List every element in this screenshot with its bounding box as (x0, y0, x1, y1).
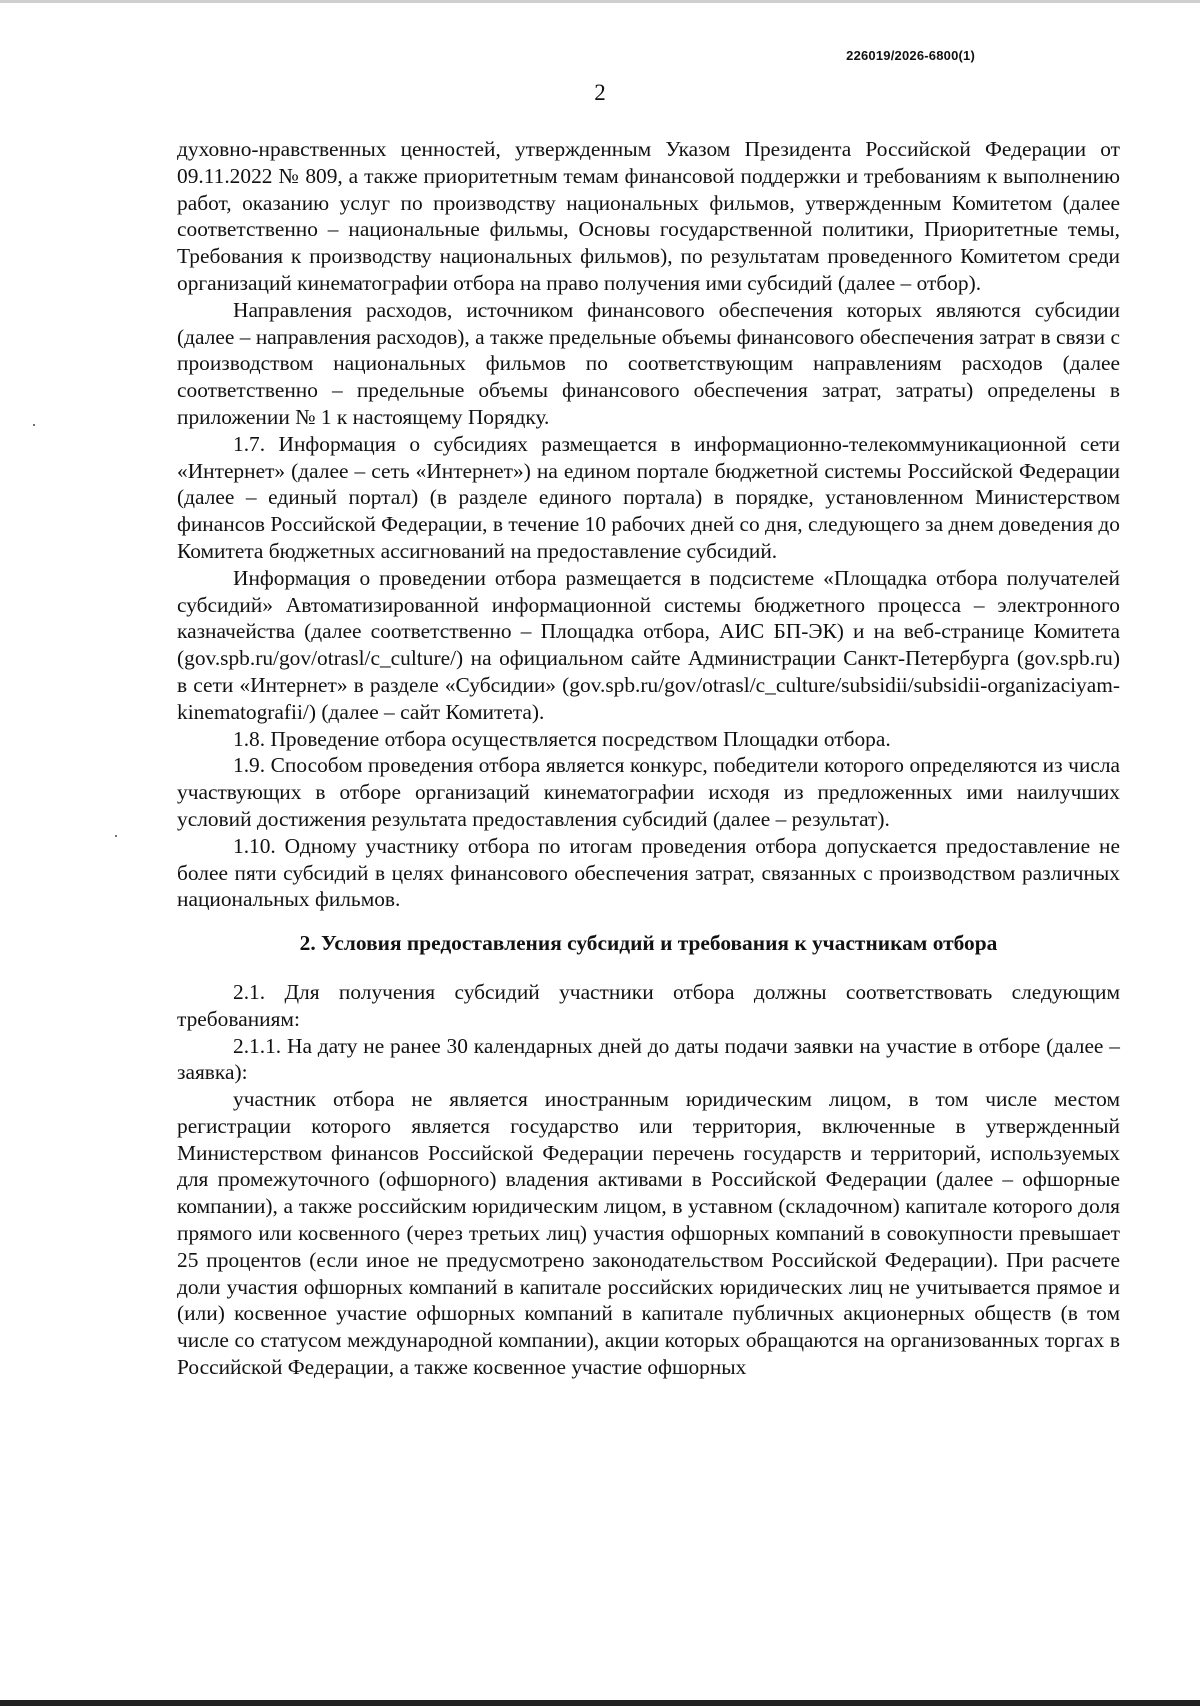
paragraph-1-9: 1.9. Способом проведения отбора является конкурс, победители которого определяются из числа участвующих в отборе организаций кинематографии исходя из предложенных ими наилучших условий достижения результата предоставления субсидий (далее – результат). (177, 753, 1120, 831)
paragraph-2-1: 2.1. Для получения субсидий участники отбора должны соответствовать следующим требованиям: (177, 979, 1120, 1031)
scan-speck (115, 835, 117, 837)
paragraph-offshore-requirement: участник отбора не является иностранным юридическим лицом, в том числе местом регистрации которого является государство или территория, включенные в утвержденный Министерством финансов Российской Федерации перечень государств и территорий, используемых для промежуточного (офшорного) владения активами в Российской Федерации (далее – офшорные компании), а также российским юридическим лицом, в уставном (складочном) капитале которого доля прямого или косвенного (через третьих лиц) участия офшорных компаний в совокупности превышает 25 процентов (если иное не предусмотрено законодательством Российской Федерации). При расчете доли участия офшорных компаний в капитале российских юридических лиц не учитывается прямое и (или) косвенное участие офшорных компаний в капитале публичных акционерных обществ (в том числе со статусом международной компании), акции которых обращаются на организованных торгах в Российской Федерации, а также косвенное участие офшорных (177, 1087, 1120, 1380)
scan-top-edge (0, 0, 1200, 3)
section-2-heading: 2. Условия предоставления субсидий и требования к участникам отбора (299, 931, 998, 956)
paragraph-2-1-1: 2.1.1. На дату не ранее 30 календарных дней до даты подачи заявки на участие в отборе (далее – заявка): (177, 1033, 1120, 1085)
paragraph-1-10: 1.10. Одному участнику отбора по итогам проведения отбора допускается предоставление не более пяти субсидий в целях финансового обеспечения затрат, связанных с производством различных национальных фильмов. (177, 833, 1120, 912)
paragraph-continuation: духовно-нравственных ценностей, утвержденным Указом Президента Российской Федерации от 09.11.2022 № 809, а также приоритетным темам финансовой поддержки и требованиям к выполнению работ, оказанию услуг по производству национальных фильмов, утвержденным Комитетом (далее соответственно – национальные фильмы, Основы государственной политики, Приоритетные темы, Требования к производству национальных фильмов), по результатам проведенного Комитетом среди организаций кинематографии отбора на право получения ими субсидий (далее – отбор). (177, 137, 1120, 295)
paragraph-1-7: 1.7. Информация о субсидиях размещается в информационно-телекоммуникационной сети «Интернет» (далее – сеть «Интернет») на едином портале бюджетной системы Российской Федерации (далее – единый портал) (в разделе единого портала) в порядке, установленном Министерством финансов Российской Федерации, в течение 10 рабочих дней со дня, следующего за днем доведения до Комитета бюджетных ассигнований на предоставление субсидий. (177, 431, 1120, 563)
document-id: 226019/2026-6800(1) (846, 48, 975, 63)
page-number: 2 (594, 80, 606, 105)
paragraph-selection-info: Информация о проведении отбора размещается в подсистеме «Площадка отбора получателей субсидий» Автоматизированной информационной системы бюджетного процесса – электронного казначейства (далее соответственно – Площадка отбора, АИС БП-ЭК) и на веб-странице Комитета (gov.spb.ru/gov/otrasl/c_culture/) на официальном сайте Администрации Санкт-Петербурга (gov.spb.ru) в сети «Интернет» в разделе «Субсидии» (gov.spb.ru/gov/otrasl/c_culture/subsidii/subsidii-organizaciyam-kinematografii/) (далее – сайт Комитета). (177, 565, 1120, 724)
paragraph-1-8: 1.8. Проведение отбора осуществляется посредством Площадки отбора. (233, 726, 891, 751)
scan-speck (33, 424, 35, 426)
paragraph-expense-directions: Направления расходов, источником финансового обеспечения которых являются субсидии (далее – направления расходов), а также предельные объемы финансового обеспечения затрат в связи с производством национальных фильмов по соответствующим направлениям расходов (далее соответственно – предельные объемы финансового обеспечения затрат, затраты) определены в приложении № 1 к настоящему Порядку. (177, 297, 1120, 429)
scan-bottom-edge (0, 1700, 1200, 1706)
document-body (177, 136, 1120, 1381)
